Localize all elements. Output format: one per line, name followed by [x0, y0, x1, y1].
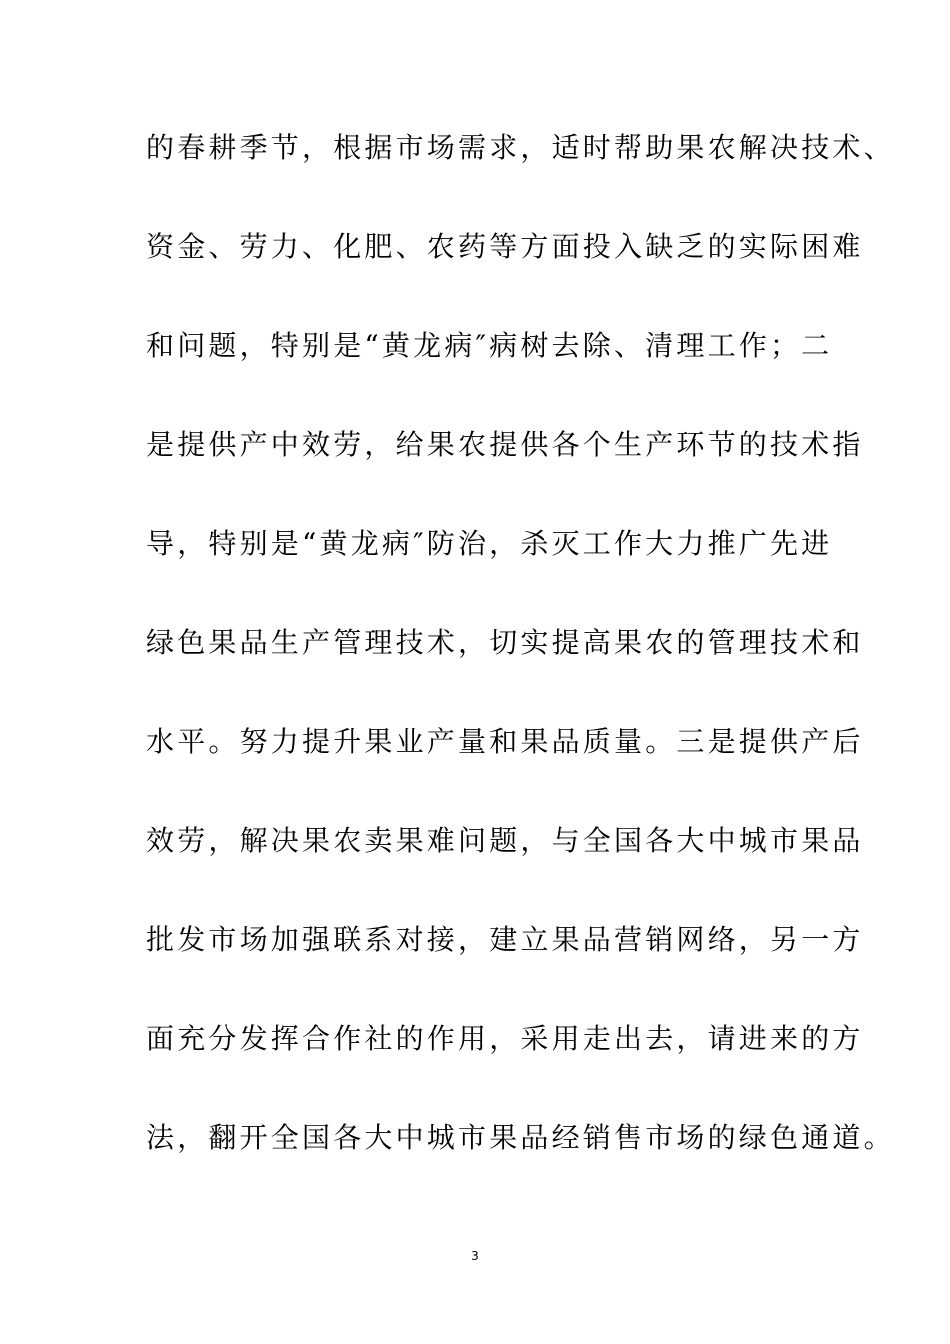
- body-text-line-2: 资金、劳力、化肥、农药等方面投入缺乏的实际困难: [146, 230, 864, 263]
- body-text-line-8: 效劳，解决果农卖果难问题，与全国各大中城市果品: [146, 824, 864, 857]
- body-text-line-5: 导，特别是“黄龙病″防治，杀灭工作大力推广先进: [146, 527, 833, 560]
- body-text-line-7: 水平。努力提升果业产量和果品质量。三是提供产后: [146, 725, 864, 758]
- body-text-line-4: 是提供产中效劳，给果农提供各个生产环节的技术指: [146, 428, 864, 461]
- body-text-line-1: 的春耕季节，根据市场需求，适时帮助果农解决技术、: [146, 131, 895, 164]
- body-text-line-11: 法，翻开全国各大中城市果品经销售市场的绿色通道。: [146, 1121, 895, 1154]
- body-text-line-6: 绿色果品生产管理技术，切实提高果农的管理技术和: [146, 626, 864, 659]
- body-text-line-9: 批发市场加强联系对接，建立果品营销网络，另一方: [146, 923, 864, 956]
- page-number: 3: [471, 1249, 479, 1263]
- body-text-line-10: 面充分发挥合作社的作用，采用走出去，请进来的方: [146, 1022, 864, 1055]
- body-text-line-3: 和问题，特别是“黄龙病″病树去除、清理工作；二: [146, 329, 833, 362]
